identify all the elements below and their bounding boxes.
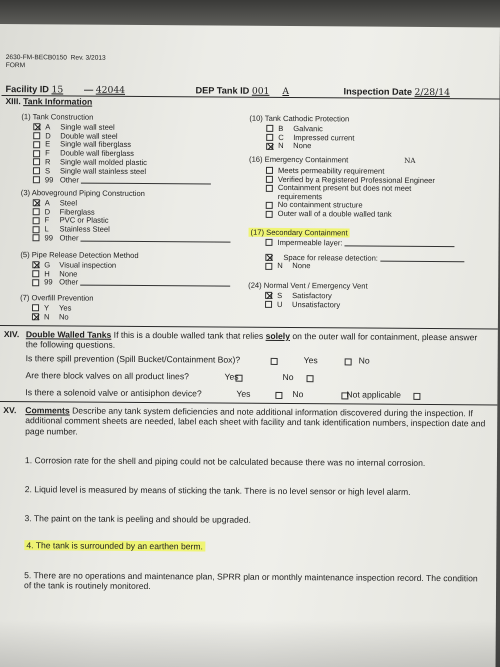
form-code bbox=[6, 54, 106, 71]
facility-label: Facility ID bbox=[5, 84, 49, 95]
fill-line[interactable] bbox=[344, 239, 454, 247]
group-cathodic-protection bbox=[249, 115, 354, 152]
q1-no-checkbox[interactable] bbox=[345, 358, 352, 365]
checkbox[interactable] bbox=[266, 167, 273, 174]
item-code: 99 bbox=[44, 233, 53, 243]
checkbox[interactable] bbox=[32, 304, 39, 311]
item-label: Satisfactory bbox=[292, 290, 332, 301]
checkbox[interactable] bbox=[266, 202, 273, 209]
checkbox-item[interactable] bbox=[265, 300, 368, 310]
item-code: F bbox=[45, 148, 50, 158]
item-code: D bbox=[44, 206, 51, 216]
checkbox-item[interactable] bbox=[266, 210, 448, 220]
other-fill-line[interactable] bbox=[80, 279, 230, 287]
checkbox-item[interactable] bbox=[32, 279, 230, 289]
item-label: None bbox=[292, 261, 311, 271]
section-title: Double Walled Tanks bbox=[25, 329, 112, 340]
item-label: Yes bbox=[58, 303, 72, 313]
group-items bbox=[265, 253, 464, 272]
checkbox[interactable] bbox=[32, 270, 39, 277]
group-items bbox=[32, 304, 94, 322]
item-label: Single wall fiberglass bbox=[60, 139, 132, 150]
group-pipe-release-detection bbox=[20, 251, 230, 289]
group-tank-construction bbox=[21, 113, 211, 186]
checkbox[interactable] bbox=[265, 239, 272, 246]
item-label: Stainless Steel bbox=[59, 224, 110, 234]
group-items bbox=[32, 261, 230, 289]
q3-na-label: Not applicable bbox=[346, 389, 401, 400]
comment-1: 1. Corrosion rate for the shell and piping could not be calculated because there was no internal corrosion. bbox=[24, 455, 426, 468]
facility-part2: 42044 bbox=[95, 84, 126, 96]
checkbox[interactable] bbox=[33, 226, 40, 233]
group-secondary-containment bbox=[248, 229, 464, 273]
q2-no-label: No bbox=[282, 371, 294, 382]
q3-yes-label: Yes bbox=[236, 388, 251, 399]
tank-id-value: 001 bbox=[251, 85, 270, 97]
checkbox[interactable] bbox=[265, 301, 272, 308]
item-label: Space for release detection: bbox=[283, 252, 378, 263]
checkbox[interactable] bbox=[33, 132, 40, 139]
item-label: Double wall fiberglass bbox=[60, 148, 135, 159]
group-items bbox=[33, 123, 211, 186]
fill-line[interactable] bbox=[380, 254, 464, 262]
group-overfill-prevention bbox=[20, 294, 94, 322]
item-label: Single wall molded plastic bbox=[60, 157, 148, 167]
form-rev: Rev. 3/2013 bbox=[70, 54, 106, 62]
group-title: (5) Pipe Release Detection Method bbox=[20, 250, 139, 260]
other-fill-line[interactable] bbox=[81, 176, 211, 184]
group-items bbox=[265, 239, 464, 249]
intro-text: If this is a double walled tank that relies bbox=[113, 329, 264, 341]
item-code: H bbox=[44, 268, 50, 278]
q1-yes-label: Yes bbox=[303, 354, 318, 365]
group-piping-construction bbox=[20, 189, 230, 244]
checkbox[interactable] bbox=[33, 199, 40, 206]
item-label: Visual inspection bbox=[59, 260, 117, 270]
item-label: Outer wall of a double walled tank bbox=[277, 209, 392, 219]
item-code: G bbox=[44, 260, 51, 270]
checkbox[interactable] bbox=[265, 292, 272, 299]
checkbox[interactable] bbox=[33, 150, 40, 157]
item-code: N bbox=[278, 141, 284, 151]
checkbox[interactable] bbox=[265, 263, 272, 270]
checkbox[interactable] bbox=[32, 279, 39, 286]
item-label: Impermeable layer: bbox=[277, 237, 343, 248]
checkbox[interactable] bbox=[266, 143, 273, 150]
checkbox-item[interactable] bbox=[265, 262, 464, 272]
checkbox[interactable] bbox=[32, 261, 39, 268]
checkbox[interactable] bbox=[33, 167, 40, 174]
q3-no-label: No bbox=[292, 388, 304, 399]
checkbox[interactable] bbox=[32, 313, 39, 320]
comment-2: 2. Liquid level is measured by means of sticking the tank. There is no level sensor or high level alarm. bbox=[24, 484, 411, 497]
question-spill-prevention: Is there spill prevention (Spill Bucket/Containment Box)? bbox=[25, 352, 241, 365]
section-num: XIII. bbox=[5, 96, 21, 107]
checkbox-item[interactable] bbox=[33, 176, 211, 186]
group-title: (17) Secondary Containment bbox=[250, 227, 348, 238]
group-emergency-containment bbox=[249, 156, 448, 220]
form-type: FORM bbox=[5, 62, 26, 70]
group-items bbox=[32, 199, 230, 244]
q1-no-label: No bbox=[358, 355, 370, 366]
item-code: B bbox=[278, 123, 284, 133]
checkbox[interactable] bbox=[33, 141, 40, 148]
checkbox-item[interactable] bbox=[266, 142, 354, 151]
date-value: 2/28/14 bbox=[414, 86, 450, 99]
question-block-valves: Are there block valves on all product lines? bbox=[25, 369, 189, 381]
facility-part1: 15 bbox=[51, 84, 64, 96]
checkbox[interactable] bbox=[33, 123, 40, 130]
item-label: Unsatisfactory bbox=[292, 299, 341, 309]
section-xiii-title bbox=[5, 97, 92, 107]
checkbox[interactable] bbox=[266, 185, 273, 192]
item-label: Steel bbox=[59, 198, 78, 208]
checkbox[interactable] bbox=[33, 159, 40, 166]
intro-text: Describe any tank system deficiencies and note additional information discovered during the inspection. If additional comment sheets are needed, label each sheet with facility and tank identification numbers, inspection date and page number. bbox=[25, 405, 486, 437]
group-title: (24) Normal Vent / Emergency Vent bbox=[248, 280, 368, 291]
group-title: (1) Tank Construction bbox=[21, 112, 94, 122]
section-xv bbox=[3, 405, 487, 439]
intro-text: on the outer wall for containment, please answer the following questions. bbox=[25, 331, 478, 351]
q3-na-checkbox[interactable] bbox=[414, 393, 421, 400]
form-code-text: 2630-FM-BECB0150 bbox=[5, 54, 68, 62]
date-label: Inspection Date bbox=[343, 86, 412, 97]
item-code: U bbox=[277, 299, 283, 309]
item-code: 99 bbox=[44, 174, 54, 184]
section-num: XV. bbox=[3, 405, 17, 416]
na-note: NA bbox=[404, 156, 416, 165]
section-xiv-intro bbox=[26, 329, 488, 353]
item-label: Other bbox=[59, 233, 79, 243]
section-title: Comments bbox=[25, 405, 70, 416]
group-vent bbox=[248, 282, 368, 310]
form-sheet bbox=[0, 24, 500, 667]
facility-dash: — bbox=[84, 84, 94, 95]
item-label: Galvanic bbox=[293, 123, 323, 133]
item-code: N bbox=[277, 261, 283, 271]
item-label: Impressed current bbox=[293, 132, 355, 142]
q2-yes-label: Yes bbox=[224, 371, 239, 382]
group-items bbox=[265, 292, 368, 310]
section-title: Tank Information bbox=[23, 96, 93, 107]
intro-emphasis: solely bbox=[265, 330, 291, 342]
item-label: Meets permeability requirement bbox=[277, 165, 385, 176]
other-fill-line[interactable] bbox=[80, 234, 230, 242]
checkbox[interactable] bbox=[266, 176, 273, 183]
section-xiv-header bbox=[4, 329, 488, 353]
checkbox[interactable] bbox=[266, 210, 273, 217]
group-title: (7) Overfill Prevention bbox=[20, 293, 94, 303]
q2-no-checkbox[interactable] bbox=[307, 375, 314, 382]
item-label: Containment present but does not meet requirements bbox=[277, 183, 412, 202]
question-solenoid-valve: Is there a solenoid valve or antisiphon device? bbox=[25, 386, 202, 399]
item-label: None bbox=[59, 268, 78, 279]
comment-4 bbox=[24, 541, 479, 554]
checkbox[interactable] bbox=[266, 134, 273, 141]
item-code: A bbox=[44, 198, 50, 208]
item-code: S bbox=[44, 166, 51, 176]
group-title: (16) Emergency Containment bbox=[249, 154, 349, 165]
checkbox-item[interactable] bbox=[32, 313, 93, 322]
item-label: Double wall steel bbox=[60, 130, 118, 141]
item-label: No bbox=[58, 311, 69, 322]
q1-yes-checkbox[interactable] bbox=[271, 358, 278, 365]
group-items bbox=[266, 167, 448, 220]
item-code: E bbox=[45, 139, 51, 149]
item-code: A bbox=[45, 122, 51, 132]
item-label: PVC or Plastic bbox=[59, 215, 109, 226]
checkbox[interactable] bbox=[33, 176, 40, 183]
tank-label: DEP Tank ID bbox=[195, 85, 250, 96]
item-code: 99 bbox=[44, 277, 53, 287]
item-code: L bbox=[44, 224, 49, 234]
checkbox-item[interactable] bbox=[32, 234, 230, 244]
item-label: Single wall steel bbox=[60, 122, 115, 132]
item-code: Y bbox=[43, 303, 50, 313]
comment-4-text: 4. The tank is surrounded by an earthen berm. bbox=[26, 540, 204, 552]
q3-yes-checkbox[interactable] bbox=[275, 392, 282, 399]
checkbox[interactable] bbox=[32, 235, 39, 242]
section-num: XIV. bbox=[3, 329, 20, 340]
checkbox[interactable] bbox=[33, 208, 40, 215]
checkbox[interactable] bbox=[265, 254, 272, 261]
item-label: No containment structure bbox=[277, 200, 363, 210]
item-label: Single wall stainless steel bbox=[59, 166, 147, 176]
group-items bbox=[266, 125, 354, 152]
item-code: F bbox=[44, 215, 50, 225]
group-title: (3) Aboveground Piping Construction bbox=[20, 188, 145, 199]
checkbox[interactable] bbox=[33, 217, 40, 224]
comment-5: 5. There are no operations and maintenance plan, SPRR plan or monthly maintenance inspection record. The condition of the tank is routinely monitored. bbox=[24, 570, 478, 591]
comment-3: 3. The paint on the tank is peeling and should be upgraded. bbox=[24, 513, 251, 525]
item-label: Other bbox=[59, 277, 79, 287]
item-label: None bbox=[293, 141, 312, 151]
checkbox-item[interactable] bbox=[265, 239, 464, 249]
item-code: R bbox=[45, 157, 51, 167]
checkbox[interactable] bbox=[266, 125, 273, 132]
item-code: S bbox=[277, 290, 283, 300]
item-label: Other bbox=[59, 174, 79, 185]
item-code: C bbox=[278, 132, 284, 142]
item-code: D bbox=[45, 130, 51, 140]
group-title-row bbox=[249, 156, 448, 166]
group-title: (10) Tank Cathodic Protection bbox=[249, 113, 350, 124]
item-label: Verified by a Registered Professional Engineer bbox=[277, 174, 435, 185]
tank-letter: A bbox=[282, 85, 290, 98]
section-xv-intro bbox=[25, 405, 487, 439]
item-code: N bbox=[43, 311, 50, 321]
section-xiv bbox=[3, 329, 488, 410]
section-xv-header bbox=[3, 405, 487, 439]
item-label: Fiberglass bbox=[59, 206, 95, 217]
